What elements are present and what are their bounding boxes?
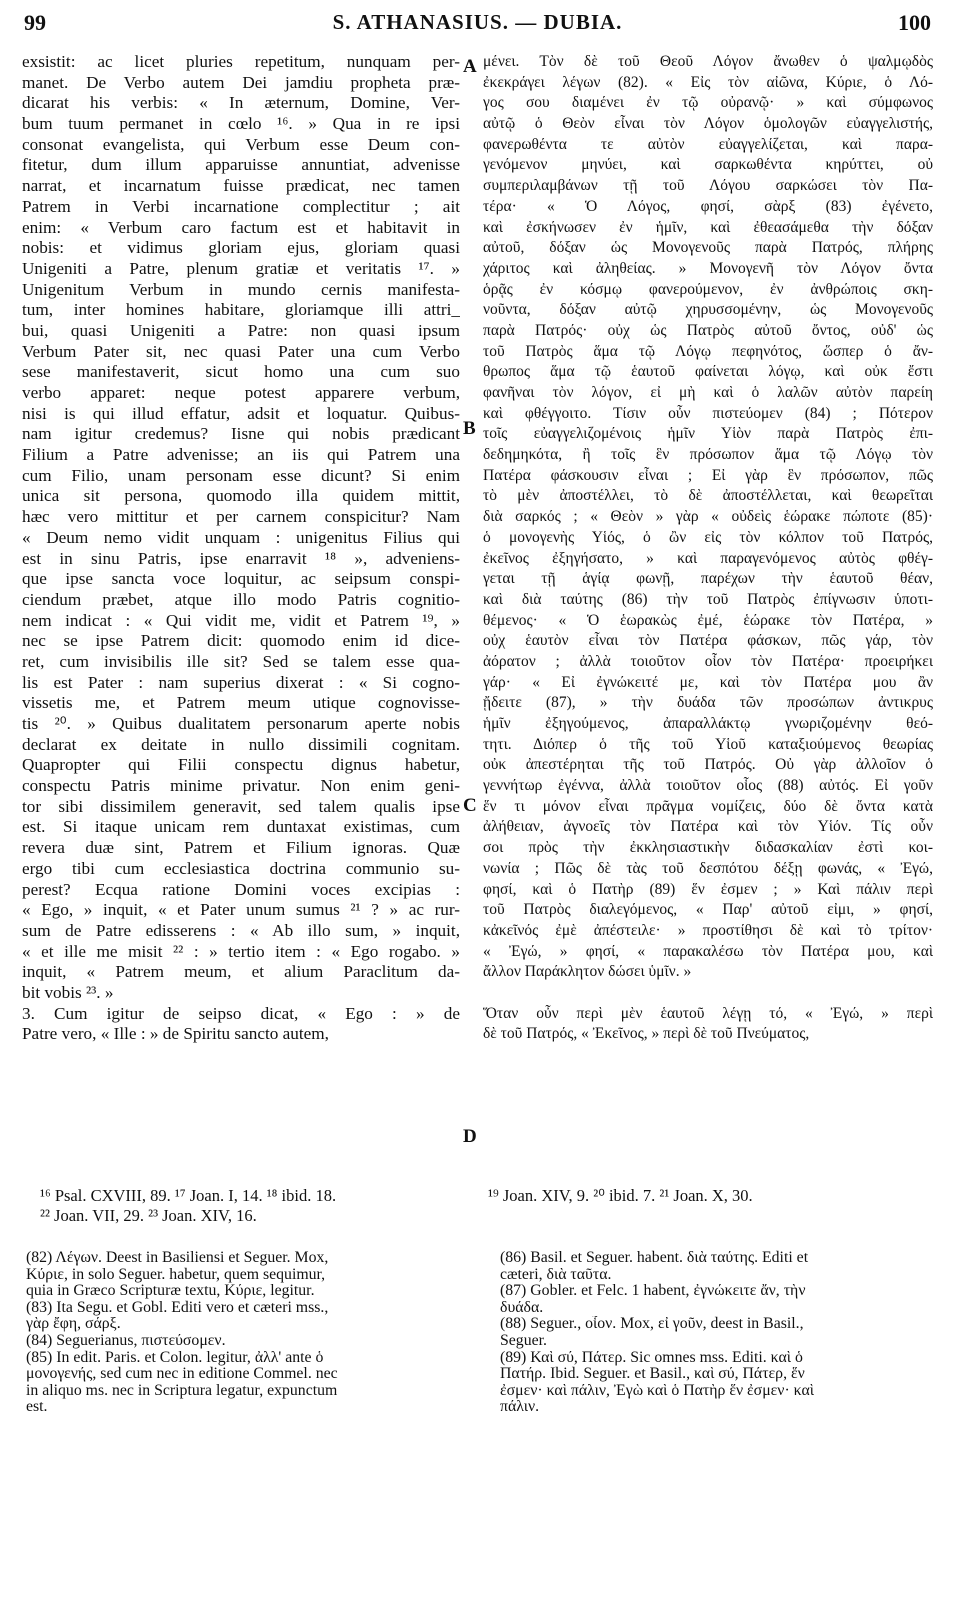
text-line: Patrem in Verbi incarnatione complectitur ; ait [22,196,460,216]
text-line: Ὅταν οὖν περὶ μὲν ἑαυτοῦ λέγῃ τό, « Ἐγώ, » περὶ [483,1004,933,1022]
text-line: κἀκεῖνός ἐμὲ ἀπέστειλε· » προστίθησι δὲ καὶ τὸ τρίτον· [483,921,933,939]
text-line: τέρα· « Ὁ Λόγος, φησί, σὰρξ (83) ἐγένετο, [483,197,933,215]
text-line: οὐχ ἑαυτὸν εἶναι τὸν Πατέρα φάσκων, πῶς γάρ, τὸν [483,632,933,650]
margin-letter-c: C [463,795,477,816]
text-line: καὶ διὰ ταύτης (86) τὴν τοῦ Πατρὸς ἐπίγνωσιν ὑποτι- [483,590,933,608]
text-line: τητι. Διόπερ ὁ τῆς τοῦ Υἱοῦ καταξιούμενος θεωρίας [483,735,933,753]
text-line [483,983,933,1004]
text-line: sum de Patre edisserens : « Ab illo sum, » inquit, [22,920,460,940]
text-line: inquit, « Patrem meum, et alium Paraclitum da- [22,962,460,982]
text-line: παρὰ Πατρός· οὐχ ὡς Πατρὸς αὐτοῦ ὄντος, οὐδ' ὡς [483,321,933,339]
note-line: (85) In edit. Paris. et Colon. legitur, ἀλλ' ante ὁ [26,1349,324,1366]
text-line: dicarat his verbis: « In æternum, Domine, Ver- [22,93,460,113]
note-line: (86) Basil. et Seguer. habent. διὰ ταύτης. Editi et [500,1250,809,1266]
text-line: perest? Ecqua ratione Domini voces excipias : [22,879,460,899]
text-line: ἀόρατον ; ἀλλὰ τοιοῦτον οἷον τὸν Πατέρα· προειρήκει [483,652,933,670]
note-line: (89) Καὶ σύ, Πάτερ. Sic omnes mss. Editi. καὶ ὁ [500,1349,803,1366]
latin-column [22,52,460,1045]
text-line: χάριτος καὶ ἀληθείας. » Μονογενῆ τὸν Λόγον ὄντα [483,259,933,277]
text-line: vissetis me, et Patrem meum utique cognovisse- [22,693,460,713]
footnote-line: ¹⁶ Psal. CXVIII, 89. ¹⁷ Joan. I, 14. ¹⁸ ibid. 18. [40,1186,337,1205]
text-line: tum, inter homines habitare, gloriamque illi attri_ [22,300,460,320]
text-line: declarat ex deitate in nullo dissimili cognitam. [22,734,460,754]
text-line: ἐκεῖνος ἐξηγήσατο, » καὶ παραγενόμενος αὐτὸς φθέγ- [483,549,933,567]
text-line: νοῦντα, δόξαν αὐτῷ χηρυσσομένην, ὡς Μονογενοῦς [483,301,933,319]
page-number-left: 99 [24,10,46,35]
text-line: αὐτῷ ὁ Θεὸν εἶναι τὸν Λόγον ὁμολογῶν εὐαγγελιστής, [483,115,933,133]
note-line: cæteri, διὰ ταῦτα. [500,1266,612,1283]
text-line: manet. De Verbo autem Dei jamdiu propheta præ- [22,72,460,92]
text-line: lis est Pater : nam superius dixerat : « Si cogno- [22,672,460,692]
text-line: διὰ σαρκός ; « Θεὸν » γὰρ « οὐδεὶς ἑώρακε πώποτε (85)· [483,508,933,526]
note-line: Πατήρ. Ibid. Seguer. et Basil., καὶ σύ, Πάτερ, ἕν [500,1366,805,1383]
text-line: γεται τῇ ἁγίᾳ φωνῇ, παρέχων τὴν ἑαυτοῦ θέαν, [483,570,933,588]
text-line: nec se ipse Patrem dicit: quomodo enim id dice- [22,631,460,651]
text-line: γάρ· « Εἰ ἐγνώκειτέ με, καὶ τὸν Πατέρα μου ἂν [483,673,933,691]
text-line: « Ἐγώ, » φησί, « παρακαλέσω τὸν Πατέρα μου, καὶ [483,942,933,960]
note-line: Seguer. [500,1332,547,1349]
footnote-refs-right [488,1186,753,1206]
text-line: Πατέρα φάσκουσιν εἶναι ; Εἰ γὰρ ἓν πρόσωπον, πῶς [483,466,933,484]
text-line: σοι πρὸς τὴν ἐκκλησιαστικὴν διδασκαλίαν ἐστὶ κοι- [483,839,933,857]
text-line: νωνία ; Πῶς δὲ τὰς τοῦ δεσπότου δέξῃ φωνάς, « Ἐγώ, [483,859,933,877]
text-line: consonat evangelista, qui Verbum esse Deum con- [22,134,460,154]
text-line: 3. Cum igitur de seipso dicat, « Ego : » de [22,1003,460,1023]
footnote-line: ¹⁹ Joan. XIV, 9. ²⁰ ibid. 7. ²¹ Joan. X, 30. [488,1186,753,1205]
running-header [24,10,931,40]
note-line: γὰρ ἔφη, σάρξ. [26,1316,121,1333]
note-line: πάλιν. [500,1399,540,1416]
critical-notes-left [26,1250,466,1416]
footnote-line: ²² Joan. VII, 29. ²³ Joan. XIV, 16. [40,1206,257,1225]
text-line: est. Si itaque unicam rem duntaxat existimas, cum [22,817,460,837]
text-line: ἄλλον Παράκλητον δώσει ὑμῖν. » [483,963,692,981]
text-line: τοῦ Πατρὸς διαλεγόμενος, « Παρ' αὐτοῦ εἰμι, » φησί, [483,901,933,919]
note-line: (82) Λέγων. Deest in Basiliensi et Seguer. Mox, [26,1250,329,1266]
running-title: S. ATHANASIUS. — DUBIA. [332,10,623,34]
text-line: συμπεριλαμβάνων τῇ τοῦ Λόγου σαρκώσει τὸν Πα- [483,177,933,195]
note-line: (84) Seguerianus, πιστεύσομεν. [26,1332,226,1349]
text-line: tis ²⁰. » Quibus dualitatem personarum aperte nobis [22,714,460,733]
note-line: ἐσμεν· καὶ πάλιν, Ἐγὼ καὶ ὁ Πατὴρ ἕν ἐσμεν· καὶ [500,1382,815,1399]
text-line: tor sibi dissimilem generavit, sed talem qualis ipse [22,796,460,816]
text-line: exsistit: ac licet pluries repetitum, nunquam per- [22,52,460,71]
text-line: ἀλήθειαν, ἀγνοεῖς τὸν Πατέρα καὶ τὸν Υἱόν. Τίς οὖν [483,818,933,836]
note-line: quia in Græco Scripturæ textu, Κύριε, legitur. [26,1283,315,1300]
text-line: bit vobis ²³. » [22,982,114,1002]
text-line: ὁρᾷς ἐν κόσμῳ φανερούμενον, ἐν ἀνθρώποις σκη- [483,280,933,298]
text-line: nem indicat : « Qui vidit me, vidit et Patrem ¹⁹, » [22,610,460,630]
text-line: conspectu Patris minime privatur. Non enim geni- [22,776,460,796]
text-line: que ipse sancta voce loquitur, ac seipsum conspi- [22,569,460,589]
note-line: est. [26,1399,48,1416]
text-line: nam igitur credemus? Iisne qui nobis prædicant [22,424,460,444]
text-line: Verbum Pater sit, nec quasi Pater una cum Verbo [22,341,460,361]
text-line: ciendum præbet, atque illo modo Patris cognitio- [22,589,460,609]
text-line: Patre vero, « Ille : » de Spiritu sancto autem, [22,1024,329,1044]
text-line: unica sit persona, quomodo illa quidem mittit, [22,486,460,506]
text-line: φανερωθέντα τε αὐτὸν εὐαγγελίζεται, καὶ παρα- [483,135,933,153]
text-line: φανῆναι τὸν λόγον, εἰ μὴ καὶ ὁ λαλῶν αὐτὸν παρείη [483,384,933,401]
text-line: nobis: et vidimus gloriam ejus, gloriam quasi [22,238,460,258]
text-line: « et ille me misit ²² : » tertio item : « Ego rogabo. » [22,941,460,961]
text-line: οὐκ ἀπεστέρηται τῆς τοῦ Πατρός. Οὐ γὰρ ἀλλοῖον ὁ [483,756,933,774]
text-line: ἐκεκράγει λέγων (82). « Εἰς τὸν αἰῶνα, Κύριε, ὁ Λό- [483,73,933,91]
text-line: γεννήτωρ ἐγέννα, ἀλλὰ τοιοῦτον οἷος (88) αὐτός. Εἰ γοῦν [483,777,933,795]
margin-letter-b: B [463,418,476,439]
text-line: narrat, et incarnatum fuisse prædicat, nec tamen [22,176,460,196]
footnote-refs-left [40,1186,336,1226]
text-line: καὶ φθέγγοιτο. Τίσιν οὖν πιστεύομεν (84) ; Πότερον [483,404,933,422]
text-line: τοῖς εὐαγγελιζομένοις ἡμῖν Υἱὸν παρὰ Πατρὸς ἐπι- [483,425,933,443]
text-line: Unigenitum Verbum in mundo cernis manifesta- [22,279,460,299]
text-line: bum tuum permanet in cœlo ¹⁶. » Qua in re ipsi [22,114,460,134]
margin-letter-d: D [463,1126,477,1147]
page-number-right: 100 [898,10,931,35]
text-line: ἡμῖν ἐξηγούμενος, ἀπαραλλάκτῳ γνωριζομένην θεό- [483,715,933,732]
margin-letter-a: A [463,56,477,77]
text-line: μένει. Τὸν δὲ τοῦ Θεοῦ Λόγον ἄνωθεν ὁ ψαλμῳδὸς [483,53,933,70]
text-line: ᾔδειτε (87), » τὴν δυάδα τῶν προσώπων ἀντικρυς [483,694,933,712]
text-line: est in sinu Patris, ipse enarravit ¹⁸ », adveniens- [22,548,460,568]
note-line: (87) Gobler. et Felc. 1 habent, ἐγνώκειτε ἄν, τὴν [500,1283,806,1300]
text-line: Unigeniti a Patre, plenum gratiæ et veritatis ¹⁷. » [22,258,460,278]
text-line: hæc vero mittitur et per carnem conspicitur? Nam [22,507,460,527]
note-line: (83) Ita Segu. et Gobl. Editi vero et cæteri mss., [26,1299,329,1316]
text-line: αὐτοῦ, δόξαν ὡς Μονογενοῦς παρὰ Πατρός, πλήρης [483,239,933,257]
text-line: bui, quasi Unigeniti a Patre: non quasi ipsum [22,320,460,340]
text-line: τοῦ Πατρὸς ἅμα τῷ Λόγῳ πεφηνότος, ὥσπερ ὁ ἄν- [483,342,933,360]
text-line: ὁ μονογενὴς Υἱός, ὁ ὢν εἰς τὸν κόλπον τοῦ Πατρός, [483,528,933,546]
text-line: sese manifestaverit, sicut homo una cum suo [22,362,460,382]
text-line: verbo apparet: neque potest apparere verbum, [22,383,460,402]
text-line: δὲ τοῦ Πατρός, « Ἐκεῖνος, » περὶ δὲ τοῦ Πνεύματος, [483,1025,810,1043]
note-line: μονογενής, sed cum nec in editione Commel. nec [26,1366,338,1383]
note-line: Κύριε, in solo Seguer. habetur, quem sequimur, [26,1266,326,1283]
text-line: ergo tibi cum ecclesiastica doctrina communio su- [22,858,460,878]
text-line: Filium a Patre advenisse; an iis qui Patrem una [22,445,460,465]
text-line: θρωπος ἅμα τῷ ἑαυτοῦ φαίνεται λόγῳ, καὶ οὐκ ἔστι [483,363,933,381]
text-line: « Deum nemo vidit unquam : unigenitus Filius qui [22,527,460,547]
text-line: φησί, καὶ ὁ Πατὴρ (89) ἕν ἐσμεν ; » Καὶ πάλιν περὶ [483,880,933,898]
text-line: enim: « Verbum caro factum est et habitavit in [22,217,460,237]
text-line: καὶ ἐσκήνωσεν ἐν ἡμῖν, καὶ ἐθεασάμεθα τὴν δόξαν [483,218,933,236]
text-line: « Ego, » inquit, « et Pater unum sumus ²¹ ? » ac rur- [22,900,460,920]
text-line: θέμενος· « Ὁ ἑωρακὼς ἐμέ, ἑώρακε τὸν Πατέρα, » [483,611,933,629]
text-line: nisi is qui illud effatur, adsit et loquatur. Quibus- [22,403,460,423]
text-line: fitetur, dum illum apparuisse annuntiat, advenisse [22,155,460,175]
text-line: γενόμενον μηνύει, καὶ σαρκωθέντα κηρύττει, οὐ [483,156,933,174]
text-line: cum Filio, unam personam esse dicunt? Si enim [22,465,460,485]
text-line: ret, cum invisibilis ille sit? Sed se talem esse qua- [22,651,460,671]
note-line: in aliquo ms. nec in Scriptura legatur, expunctum [26,1382,338,1399]
text-line: δεδημηκότα, ἢ τοῖς ἓν πρόσωπον ἅμα τῷ Λόγῳ τὸν [483,446,933,464]
greek-column [483,52,933,1045]
text-line: γος σου διαμένει ἐν τῷ οὐρανῷ· » καὶ σύμφωνος [483,94,933,112]
text-line: τὸ μὲν ἀποστέλλει, τὸ δὲ ἀποστέλλεται, καὶ θεωρεῖται [483,487,933,505]
text-line: Quapropter qui Filii conspectu dignus habetur, [22,755,460,775]
critical-notes-right [500,1250,930,1416]
note-line: (88) Seguer., οἷον. Mox, εἰ γοῦν, deest in Basil., [500,1316,804,1333]
text-line: ἕν τι μόνον εἶναι πρᾶγμα νομίζεις, δύο δὲ ὄντα κατὰ [483,797,933,815]
text-line: revera duæ sint, Patrem et Filium ignoras. Quæ [22,838,460,858]
note-line: δυάδα. [500,1299,544,1316]
